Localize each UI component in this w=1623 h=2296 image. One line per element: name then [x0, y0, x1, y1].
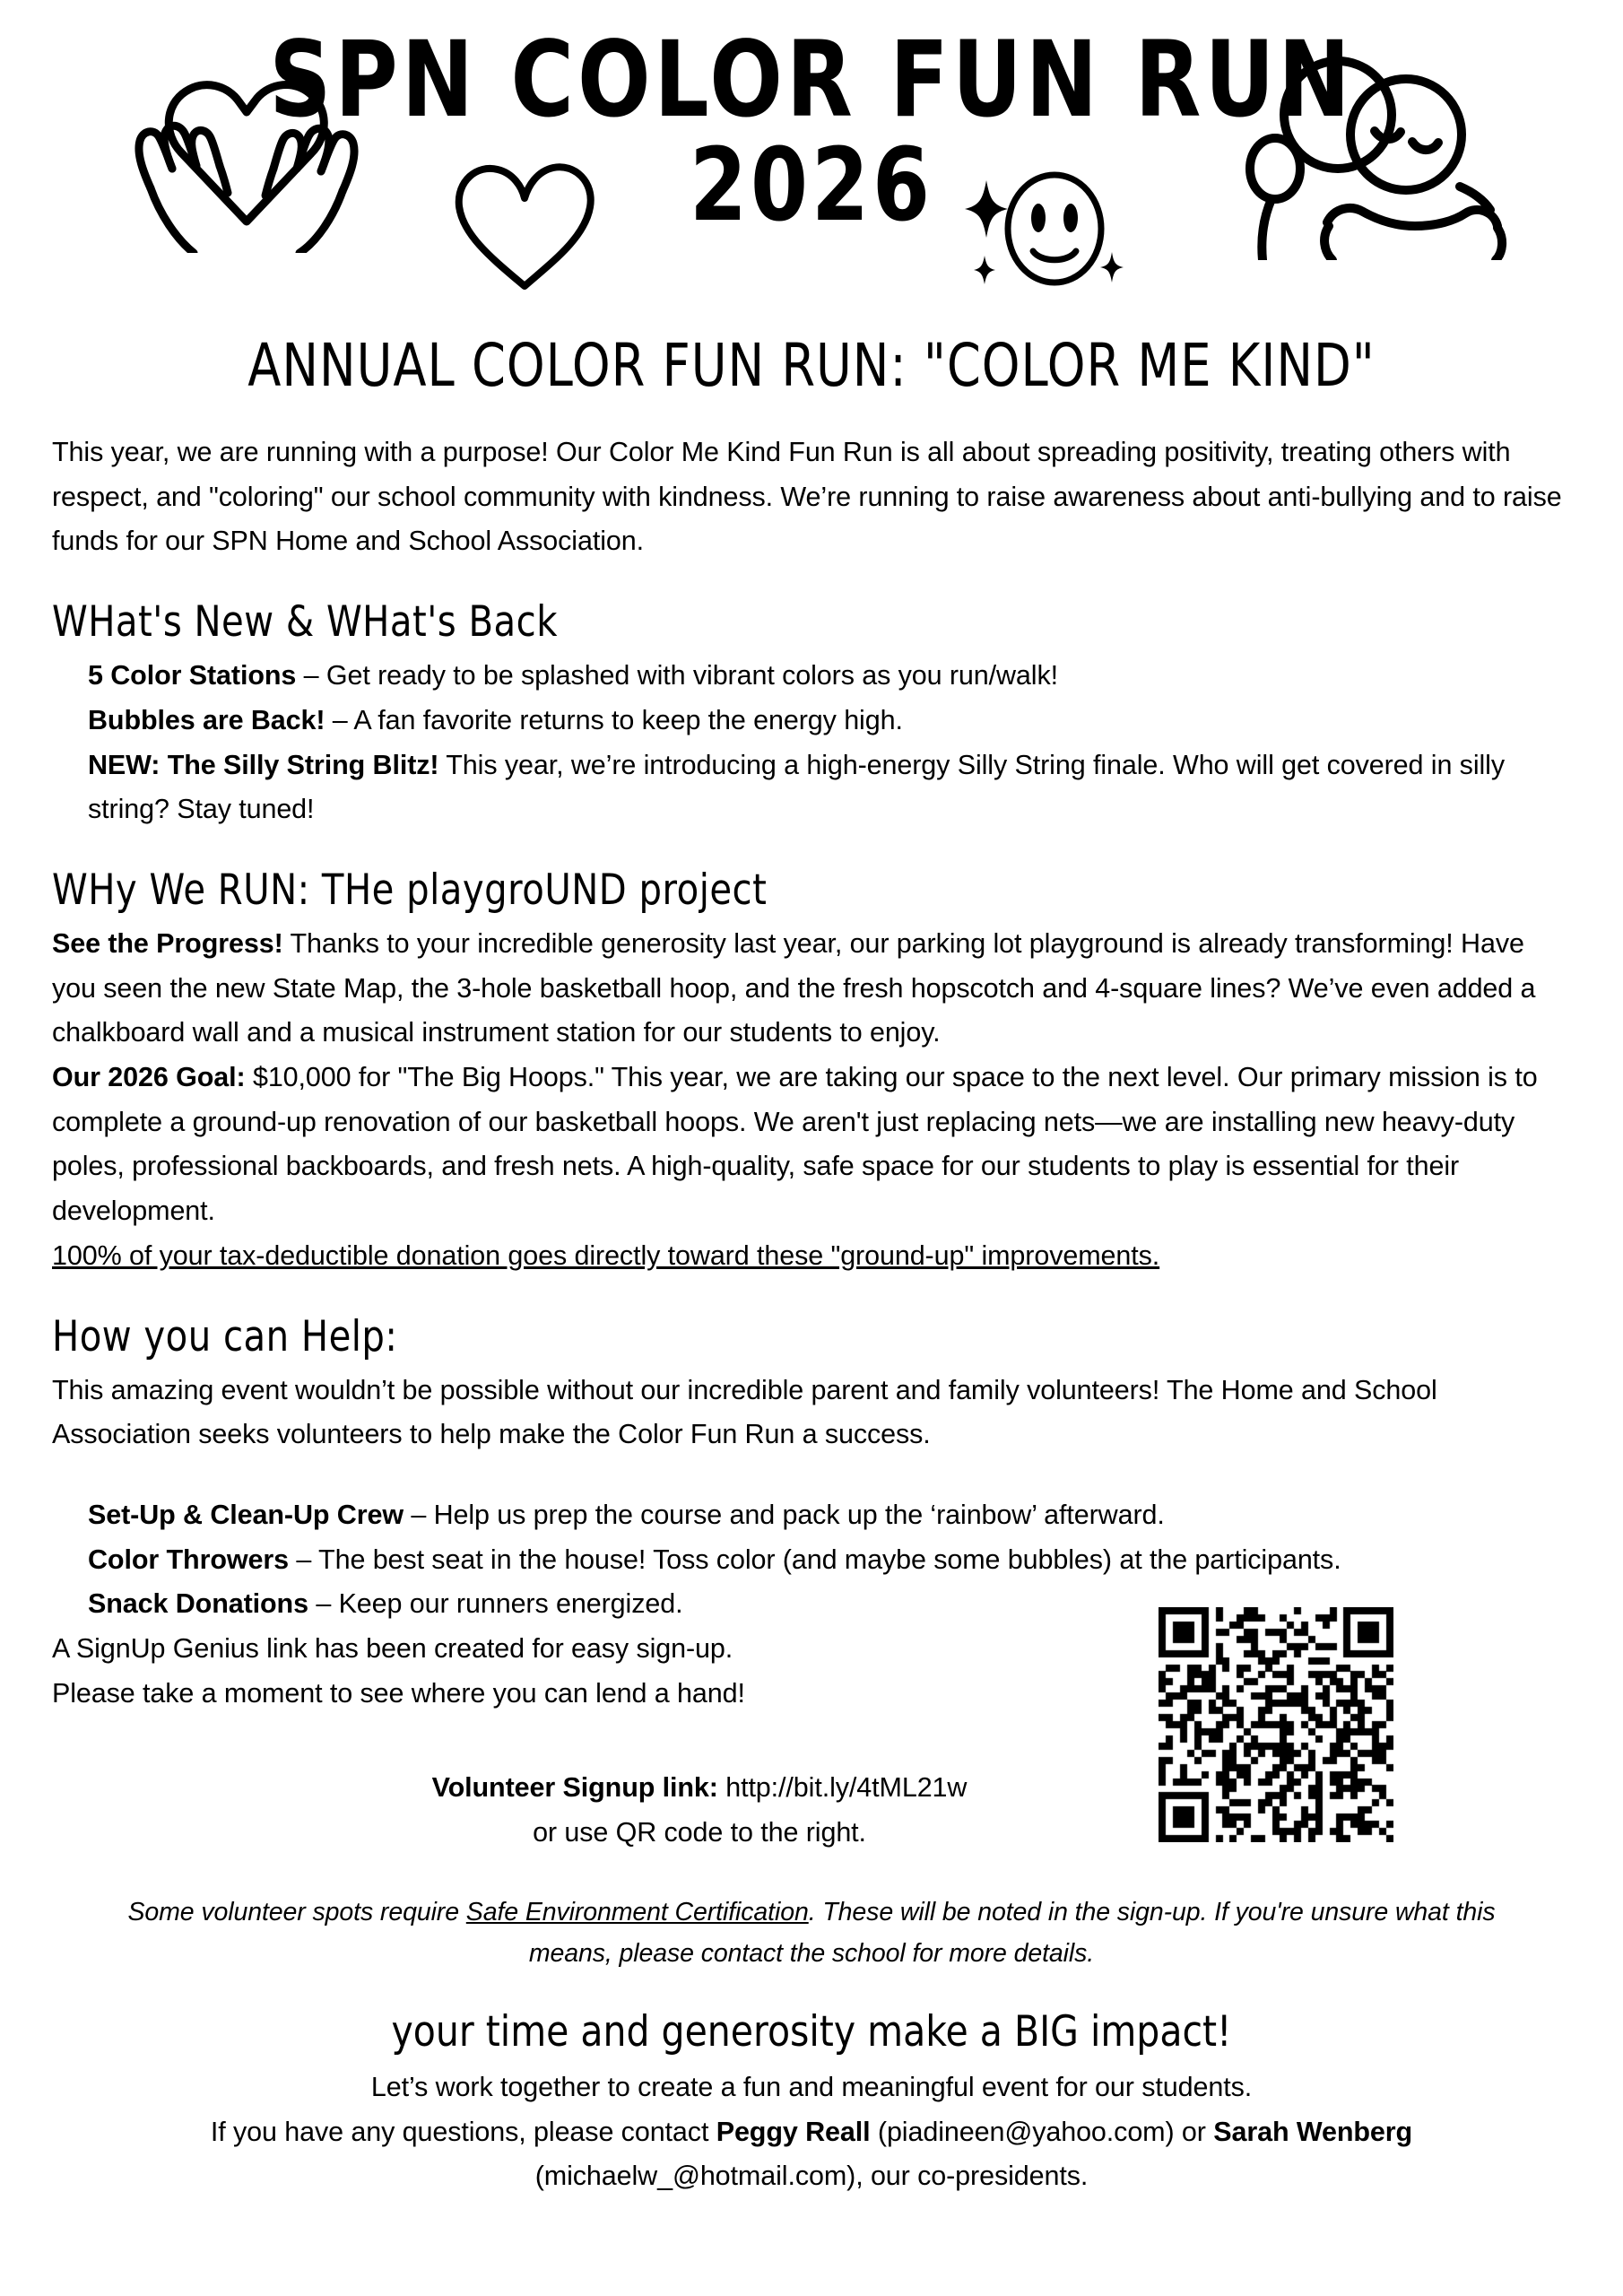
certification-note-before: Some volunteer spots require: [127, 1897, 466, 1926]
list-item-text: – A fan favorite returns to keep the energy high.: [325, 704, 903, 735]
section-heading-how-to-help: How you can Help:: [52, 1310, 398, 1361]
certification-note-link: Safe Environment Certification: [465, 1897, 809, 1926]
list-item: [88, 1493, 1571, 1538]
progress-paragraph: [52, 922, 1571, 1056]
certification-note-after: . These will be noted in the sign-up. If you're unsure what this means, please contact the school for more details.: [528, 1897, 1496, 1969]
section-heading-why-we-run: WHy We RUN: THe playgroUND project: [52, 865, 768, 915]
header-banner: [0, 0, 1623, 323]
heart-outline-icon: [448, 157, 601, 291]
list-item-text: – The best seat in the house! Toss color (and maybe some bubbles) at the participants.: [289, 1544, 1341, 1575]
list-item-label: 5 Color Stations: [88, 660, 297, 691]
signup-line-1: A SignUp Genius link has been created for easy sign-up.: [52, 1633, 733, 1665]
qr-code[interactable]: [1159, 1607, 1393, 1842]
list-item: [88, 1538, 1571, 1583]
list-item-text: – Help us prep the course and pack up the ‘rainbow’ afterward.: [403, 1499, 1165, 1530]
signup-block: [52, 1627, 1571, 1856]
list-item: [88, 744, 1571, 832]
donation-note: 100% of your tax-deductible donation goes directly toward these "ground-up" improvements.: [52, 1239, 1160, 1271]
list-item-text: This year, we’re introducing a high-energy Silly String finale. Who will get covered in silly string? Stay tuned!: [88, 749, 1506, 825]
certification-note: [52, 1892, 1571, 1974]
list-item-text: – Keep our runners energized.: [308, 1588, 683, 1620]
list-item: [88, 699, 1571, 744]
goal-label: Our 2026 Goal:: [52, 1062, 246, 1093]
contact-name-1: Peggy Reall: [716, 2116, 871, 2147]
goal-paragraph: [52, 1056, 1571, 1234]
progress-label: See the Progress!: [52, 927, 283, 959]
list-item-label: Bubbles are Back!: [88, 704, 325, 735]
closing-heading: your time and generosity make a BIG impact!: [391, 2006, 1232, 2057]
section-heading-whats-new: WHat's New & WHat's Back: [52, 596, 558, 647]
hands-holding-heart-icon: [117, 38, 377, 253]
signup-link-label: Volunteer Signup link:: [431, 1772, 718, 1804]
title-line-1: SPN COLOR FUN RUN: [269, 18, 1354, 141]
title-line-2: 2026: [689, 126, 934, 244]
contact-prefix: If you have any questions, please contact: [210, 2116, 716, 2147]
help-intro-paragraph: This amazing event wouldn’t be possible without our incredible parent and family volunteers! The Home and School Association seeks volunteers to help make the Color Fun Run a success.: [52, 1374, 1437, 1450]
intro-paragraph: This year, we are running with a purpose! Our Color Me Kind Fun Run is all about spreading positivity, treating others with respect, and "coloring" our school community with kindness. We’re running to raise awareness about anti-bullying and to raise funds for our SPN Home and School Association.: [52, 437, 1562, 557]
closing-line-1: Let’s work together to create a fun and meaningful event for our students.: [370, 2072, 1253, 2103]
closing-contact-line: [52, 2110, 1571, 2199]
list-item-label: NEW: The Silly String Blitz!: [88, 749, 439, 780]
contact-email-1: (piadineen@yahoo.com) or: [870, 2116, 1214, 2147]
signup-link-url[interactable]: http://bit.ly/4tML21w: [717, 1772, 968, 1804]
contact-name-2: Sarah Wenberg: [1213, 2116, 1413, 2147]
whats-new-list: [52, 654, 1571, 832]
hugging-people-icon: [1228, 36, 1515, 260]
list-item-label: Snack Donations: [88, 1588, 308, 1620]
list-item-label: Color Throwers: [88, 1544, 289, 1575]
smiley-face-icon: [958, 166, 1128, 291]
progress-text: Thanks to your incredible generosity last year, our parking lot playground is already transforming! Have you seen the new State Map, the 3-hole basketball hoop, and the fresh hopscotch and 4-square lines? We’ve even added a chalkboard wall and a musical instrument station for our students to enjoy.: [52, 927, 1536, 1048]
flyer-subtitle: ANNUAL COLOR FUN RUN: "COLOR ME KIND": [247, 332, 1376, 401]
signup-link-line: [52, 1766, 1347, 1811]
signup-line-2: Please take a moment to see where you can lend a hand!: [52, 1677, 745, 1709]
list-item-text: – Get ready to be splashed with vibrant colors as you run/walk!: [296, 660, 1058, 691]
qr-code-canvas[interactable]: [1159, 1607, 1393, 1842]
contact-email-2: (michaelw_@hotmail.com), our co-presidents.: [534, 2161, 1089, 2191]
goal-text: $10,000 for "The Big Hoops." This year, we are taking our space to the next level. Our primary mission is to complete a ground-up renovation of our basketball hoops. We aren't just replacing nets—we are installing new heavy-duty poles, professional backboards, and fresh nets. A high-quality, safe space for our students to play is essential for their development.: [52, 1062, 1538, 1227]
flyer-body: [52, 430, 1571, 2198]
list-item-label: Set-Up & Clean-Up Crew: [88, 1499, 404, 1530]
list-item: [88, 654, 1571, 699]
qr-hint: or use QR code to the right.: [533, 1817, 866, 1848]
